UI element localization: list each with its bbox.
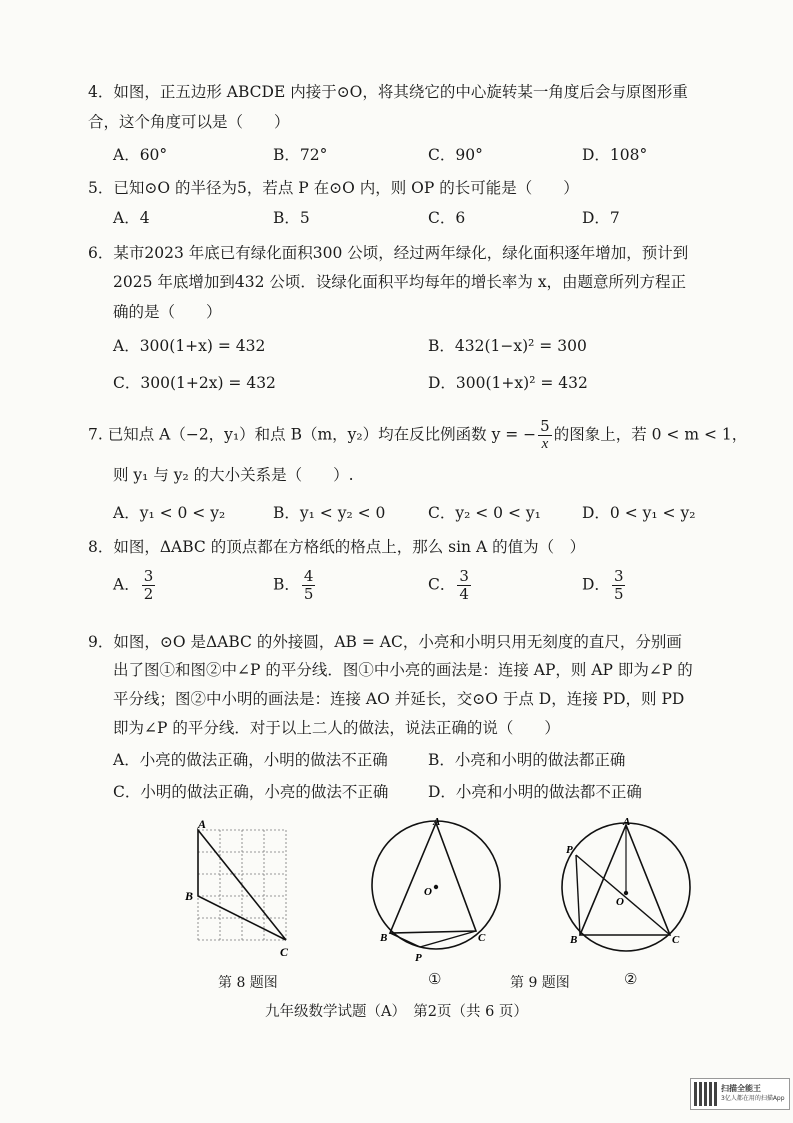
triangle-abc <box>390 823 476 933</box>
label-a: A <box>198 817 207 831</box>
q6-line1: 6．某市2023 年底已有绿化面积300 公顷，经过两年绿化，绿化面积逐年增加，预计到 <box>88 244 689 262</box>
q7-line1 <box>88 418 747 453</box>
label-b: B <box>570 934 578 946</box>
q7-line1-post: 的图象上，若 0 < m < 1， <box>553 425 748 444</box>
q8-c-frac <box>457 568 471 603</box>
q7-fraction <box>538 418 552 453</box>
q8-option-a <box>113 568 157 603</box>
figure-9-2 <box>560 815 700 965</box>
q7-option-c: C．y₂ < 0 < y₁ <box>428 504 541 522</box>
q7-option-b: B．y₁ < y₂ < 0 <box>273 504 386 522</box>
line-pc <box>576 855 670 935</box>
triangle-abc <box>580 825 670 935</box>
caption-figure-9-2: ② <box>624 970 638 988</box>
center-point <box>624 891 628 895</box>
caption-figure-9: 第 9 题图 <box>510 975 570 991</box>
q6-option-a: A．300(1+x) = 432 <box>113 337 266 355</box>
q4-option-d: D．108° <box>582 146 648 164</box>
q6-line3: 确的是（ ） <box>113 303 222 321</box>
q4-option-a: A．60° <box>113 146 168 164</box>
q5-option-b: B．5 <box>273 209 310 227</box>
label-c: C <box>672 934 680 946</box>
q8-c-label: C． <box>428 575 456 594</box>
page-footer: 九年级数学试题（A） 第2页（共 6 页） <box>265 1004 528 1020</box>
q7-option-d: D．0 < y₁ < y₂ <box>582 504 696 522</box>
q9-line4: 即为∠P 的平分线．对于以上二人的做法，说法正确的说（ ） <box>113 719 560 737</box>
q9-option-a: A．小亮的做法正确，小明的做法不正确 <box>113 751 388 769</box>
label-p: P <box>566 844 573 856</box>
q6-option-c: C．300(1+2x) = 432 <box>113 374 276 392</box>
q8-line1: 8．如图，ΔABC 的顶点都在方格纸的格点上，那么 sin A 的值为（ ） <box>88 538 586 556</box>
q8-b-label: B． <box>273 575 300 594</box>
q6-option-b: B．432(1−x)² = 300 <box>428 337 587 355</box>
q9-line3: 平分线；图②中小明的画法是：连接 AO 并延长，交⊙O 于点 D，连接 PD，则 PD <box>113 690 685 708</box>
label-c: C <box>478 932 486 944</box>
q5-option-a: A．4 <box>113 209 150 227</box>
q5-option-d: D．7 <box>582 209 620 227</box>
label-b: B <box>380 932 388 944</box>
q8-a-frac <box>142 568 156 603</box>
center-point <box>434 885 438 889</box>
q8-option-b <box>273 568 317 603</box>
q8-c-num: 3 <box>459 567 469 585</box>
q9-line1: 9．如图，⊙O 是ΔABC 的外接圆，AB = AC，小亮和小明只用无刻度的直尺，分别画 <box>88 633 682 651</box>
caption-figure-8: 第 8 题图 <box>218 975 278 991</box>
q8-a-num: 3 <box>143 567 154 585</box>
q8-b-den: 5 <box>303 585 314 603</box>
q8-d-num: 3 <box>613 567 624 585</box>
q8-b-frac <box>302 568 316 603</box>
q8-a-den: 2 <box>143 585 154 603</box>
q6-line2: 2025 年底增加到432 公顷．设绿化面积平均每年的增长率为 x，由题意所列方程正 <box>113 273 687 291</box>
qr-code-icon <box>694 1082 718 1106</box>
q4-option-c: C．90° <box>428 146 483 164</box>
label-o: O <box>616 896 624 908</box>
scanner-stamp <box>690 1078 790 1110</box>
stamp-subtitle: 3亿人都在用的扫描App <box>721 1095 785 1102</box>
label-a: A <box>623 816 631 828</box>
q7-line2: 则 y₁ 与 y₂ 的大小关系是（ ）. <box>113 466 354 484</box>
q6-option-d: D．300(1+x)² = 432 <box>428 374 588 392</box>
q8-option-d <box>582 568 627 603</box>
q9-option-b: B．小亮和小明的做法都正确 <box>428 751 626 769</box>
q8-d-den: 5 <box>613 585 624 603</box>
figure-9-1 <box>362 815 510 965</box>
q8-a-label: A． <box>113 575 140 594</box>
q9-line2: 出了图①和图②中∠P 的平分线．图①中小亮的画法是：连接 AP，则 AP 即为∠P 的 <box>113 661 693 679</box>
q4-option-b: B．72° <box>273 146 328 164</box>
stamp-title: 扫描全能王 <box>721 1084 761 1093</box>
q7-line1-pre: 7. 已知点 A（−2，y₁）和点 B（m，y₂）均在反比例函数 y = − <box>88 425 537 444</box>
figure-8-grid-triangle <box>185 817 298 966</box>
q7-frac-num: 5 <box>540 417 550 435</box>
q9-option-d: D．小亮和小明的做法都不正确 <box>428 783 642 801</box>
label-o: O <box>424 886 432 898</box>
q4-line2: 合，这个角度可以是（ ） <box>88 113 290 131</box>
q5-line1: 5．已知⊙O 的半径为5，若点 P 在⊙O 内，则 OP 的长可能是（ ） <box>88 179 579 197</box>
q9-option-c: C．小明的做法正确，小亮的做法不正确 <box>113 783 389 801</box>
label-c: C <box>280 945 289 959</box>
line-pb <box>576 855 580 935</box>
q8-option-c <box>428 568 473 603</box>
q4-line1: 4．如图，正五边形 ABCDE 内接于⊙O，将其绕它的中心旋转某一角度后会与原图形重 <box>88 83 688 101</box>
label-b: B <box>185 889 194 903</box>
q7-option-a: A．y₁ < 0 < y₂ <box>113 504 226 522</box>
q8-d-label: D． <box>582 575 610 594</box>
caption-figure-9-1: ① <box>428 970 442 988</box>
q8-d-frac <box>612 568 626 603</box>
q7-frac-den: x <box>541 436 549 452</box>
q5-option-c: C．6 <box>428 209 466 227</box>
label-p: P <box>415 952 422 964</box>
label-a: A <box>433 816 441 828</box>
q8-b-num: 4 <box>303 567 314 585</box>
q8-c-den: 4 <box>459 585 469 603</box>
